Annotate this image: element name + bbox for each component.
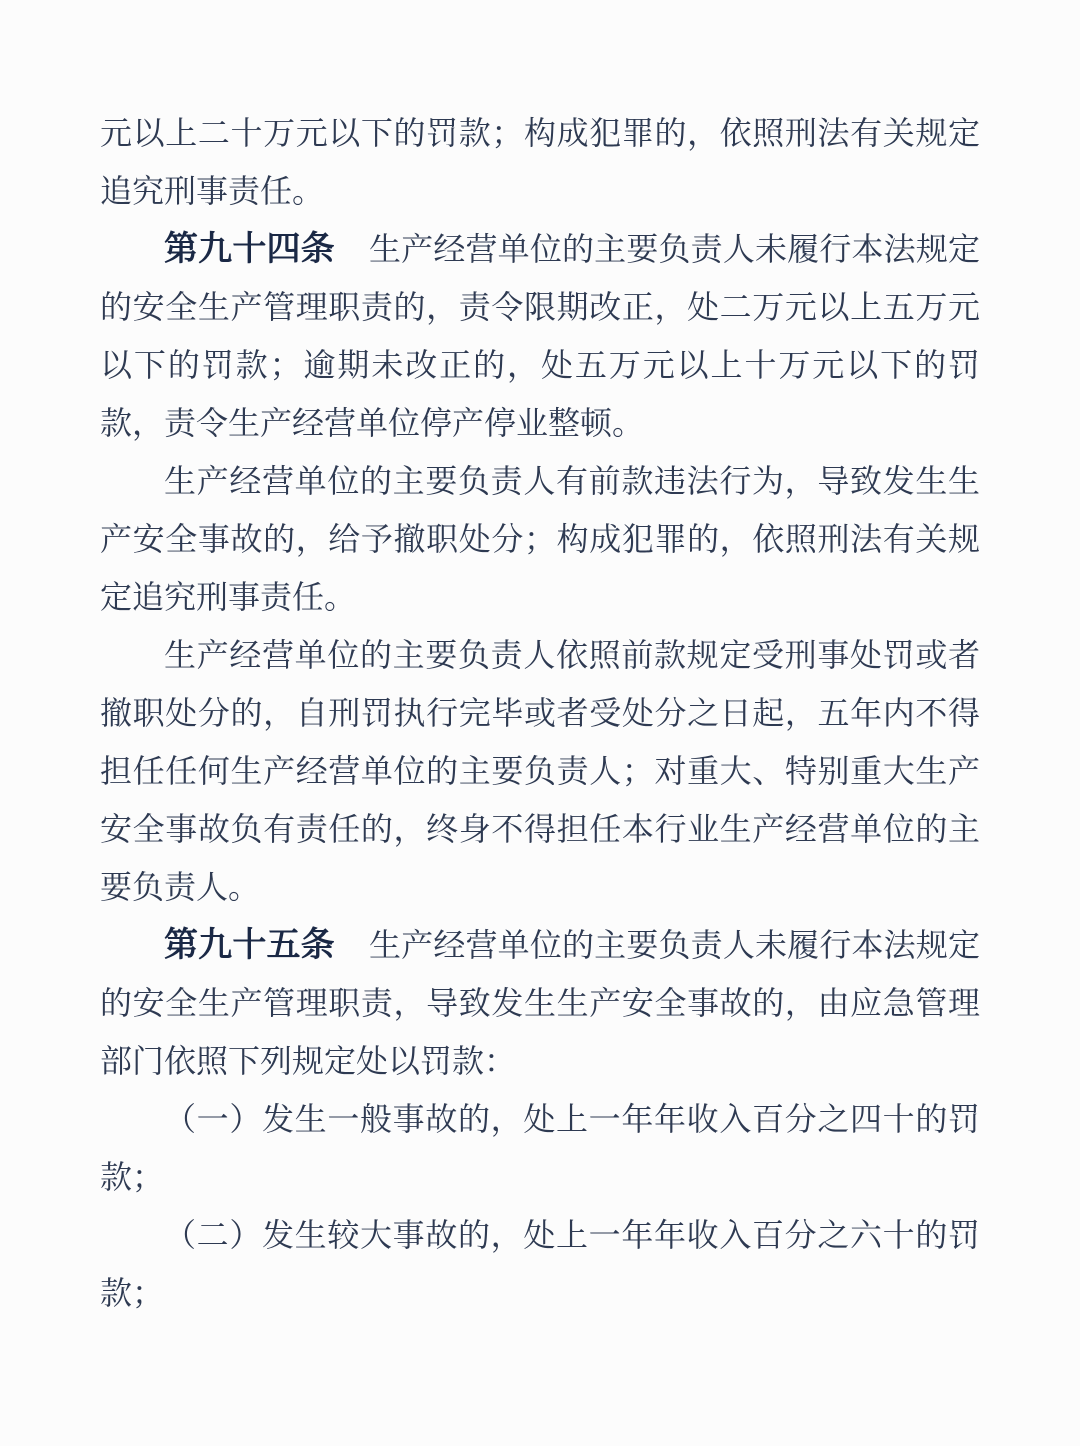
article-94-clause-3-paragraph xyxy=(100,626,980,916)
paragraph-text: 元以上二十万元以下的罚款；构成犯罪的，依照刑法有关规定追究刑事责任。 xyxy=(100,115,980,209)
paragraph-text: 生产经营单位的主要负责人依照前款规定受刑事处罚或者撤职处分的，自刑罚执行完毕或者受处分之日起，五年内不得担任任何生产经营单位的主要负责人；对重大、特别重大生产安全事故负有责任的，终身不得担任本行业生产经营单位的主要负责人。 xyxy=(100,637,980,905)
paragraph-text: （一）发生一般事故的，处上一年年收入百分之四十的罚款； xyxy=(100,1101,980,1195)
article-94-paragraph xyxy=(100,220,980,452)
article-number: 第九十四条 xyxy=(164,230,335,268)
document-text-block xyxy=(100,104,980,1322)
list-item-2 xyxy=(100,1206,980,1322)
article-number: 第九十五条 xyxy=(164,926,335,964)
paragraph-text: 生产经营单位的主要负责人有前款违法行为，导致发生生产安全事故的，给予撤职处分；构成犯罪的，依照刑法有关规定追究刑事责任。 xyxy=(100,463,980,615)
article-94-clause-2-paragraph xyxy=(100,452,980,626)
paragraph-text: 生产经营单位的主要负责人未履行本法规定的安全生产管理职责，导致发生生产安全事故的，由应急管理部门依照下列规定处以罚款： xyxy=(100,927,981,1079)
article-95-paragraph xyxy=(100,916,980,1090)
paragraph-text: （二）发生较大事故的，处上一年年收入百分之六十的罚款； xyxy=(100,1217,980,1311)
paragraph-text: 生产经营单位的主要负责人未履行本法规定的安全生产管理职责的，责令限期改正，处二万元以上五万元以下的罚款；逾期未改正的，处五万元以上十万元以下的罚款，责令生产经营单位停产停业整顿。 xyxy=(100,231,981,441)
continuation-paragraph xyxy=(100,104,980,220)
list-item-1 xyxy=(100,1090,980,1206)
